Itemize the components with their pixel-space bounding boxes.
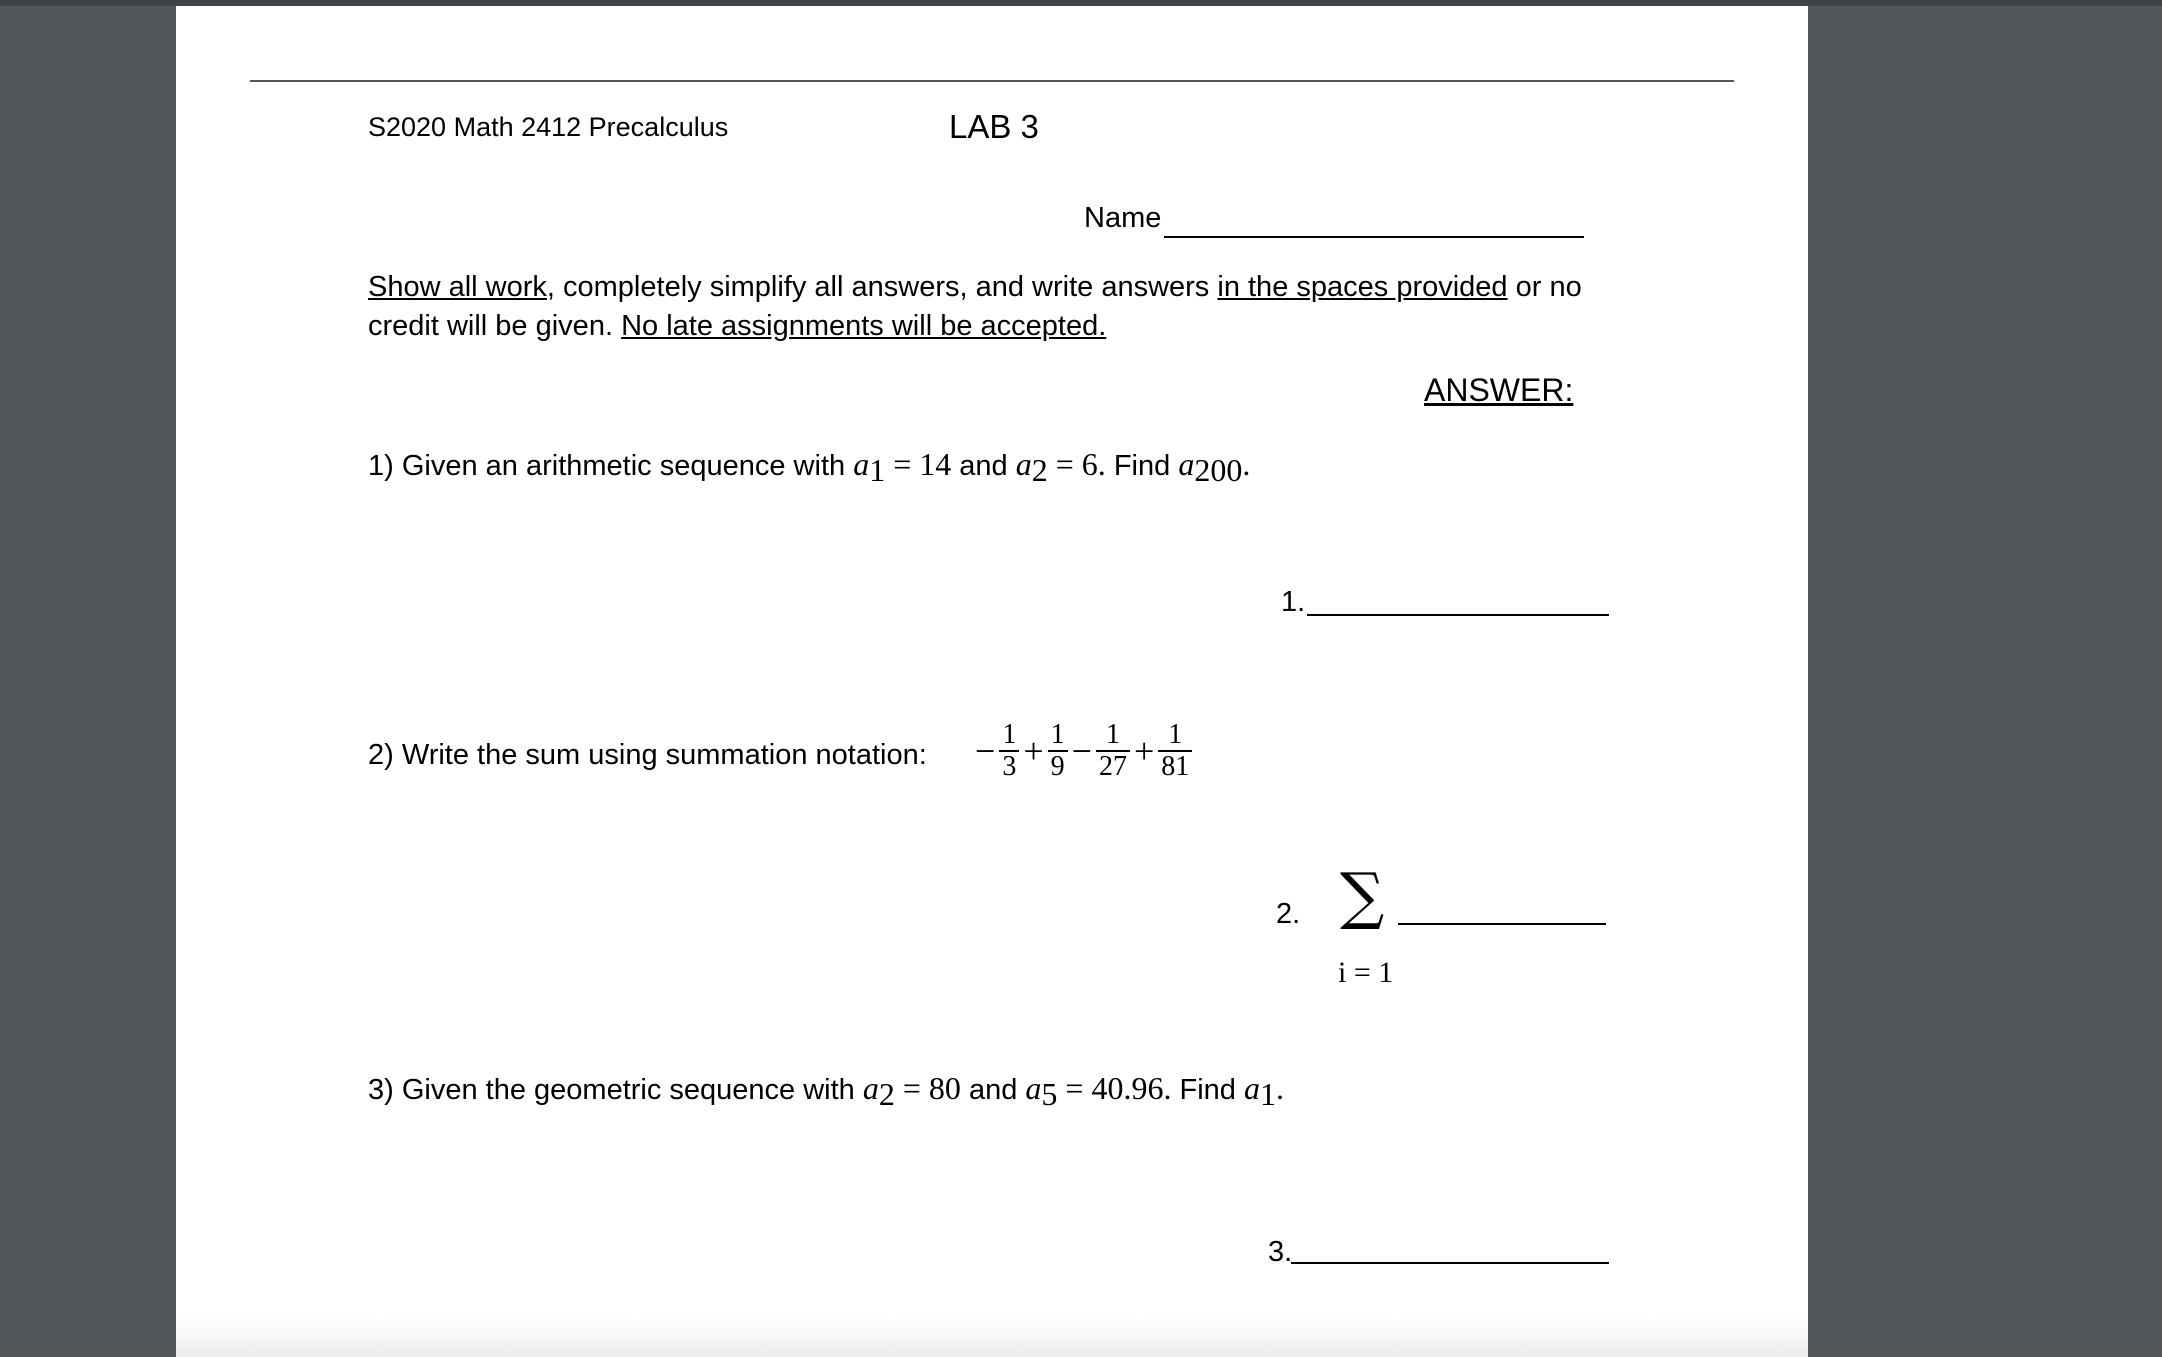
q1-a2: a (1015, 446, 1032, 482)
q2-frac-1: $\frac{1}{3}$ (999, 720, 1019, 782)
q2-frac-3: $\frac{1}{27}$ (1096, 720, 1130, 782)
q1-and: and (951, 450, 1016, 482)
q3-and: and (960, 1074, 1026, 1106)
q1-eq1: = 14 (885, 446, 952, 482)
q3-a2: a (862, 1070, 879, 1106)
q1-a200: a (1178, 446, 1195, 482)
q2-frac-2: $\frac{1}{9}$ (1048, 720, 1068, 782)
q2-minus-2: − (1071, 731, 1092, 771)
answer-2-label: 2. (1276, 898, 1301, 930)
instr-text-3: credit will be given. (368, 310, 622, 342)
lab-title: LAB 3 (949, 108, 1039, 145)
q1-a1: a (853, 446, 870, 482)
q1-sub2: 2 (1031, 452, 1048, 488)
header-rule (250, 80, 1734, 82)
instr-text: , completely simplify all answers, and write answers (546, 271, 1218, 303)
q3-a1: a (1244, 1070, 1260, 1106)
q2-frac-4: $\frac{1}{81}$ (1158, 720, 1192, 782)
answer-3-line[interactable] (1291, 1262, 1609, 1264)
instr-no-late: No late assignments will be accepted. (621, 310, 1107, 342)
question-2 (368, 739, 927, 772)
q3-end: . (1276, 1070, 1284, 1106)
q2-series (971, 720, 1192, 782)
question-3 (368, 1070, 1284, 1113)
document-page (176, 6, 1808, 1357)
sigma-symbol: ∑ (1340, 859, 1385, 932)
q1-find: Find (1105, 450, 1179, 482)
q2-prefix: 2) Write the sum using summation notation: (368, 739, 927, 771)
q3-sub1: 2 (878, 1076, 895, 1112)
q1-prefix: 1) Given an arithmetic sequence with (368, 450, 854, 482)
q1-eq2: = 6. (1047, 446, 1106, 482)
name-label: Name (1084, 202, 1162, 234)
answer-heading: ANSWER: (1424, 372, 1574, 408)
answer-1-label: 1. (1281, 586, 1306, 618)
q1-sub3: 200 (1194, 452, 1243, 488)
name-blank-line (1164, 236, 1584, 238)
instr-spaces: in the spaces provided (1217, 271, 1508, 303)
instr-show-work: Show all work (368, 271, 547, 303)
q2-plus-1: + (1023, 731, 1044, 771)
q3-sub2: 5 (1041, 1076, 1058, 1112)
q3-eq2: = 40.96. (1057, 1070, 1172, 1106)
q3-eq1: = 80 (894, 1070, 961, 1106)
answer-1-line[interactable] (1307, 614, 1609, 616)
q3-prefix: 3) Given the geometric sequence with (368, 1074, 863, 1106)
q2-minus-lead: − (975, 731, 996, 771)
q2-plus-2: + (1133, 731, 1155, 771)
q3-sub3: 1 (1260, 1076, 1276, 1112)
question-1 (368, 446, 1250, 489)
page-bottom-shade (176, 1317, 1808, 1357)
q1-sub1: 1 (869, 452, 886, 488)
answer-2-line[interactable] (1398, 923, 1606, 925)
instr-text-2: or no (1507, 271, 1582, 303)
instructions (368, 268, 1582, 346)
sigma-lower-limit: i = 1 (1338, 956, 1394, 989)
course-title: S2020 Math 2412 Precalculus (368, 112, 729, 142)
q3-find: Find (1171, 1074, 1244, 1106)
q3-a5: a (1025, 1070, 1042, 1106)
answer-3-label: 3. (1268, 1236, 1293, 1268)
q1-end: . (1242, 446, 1251, 482)
